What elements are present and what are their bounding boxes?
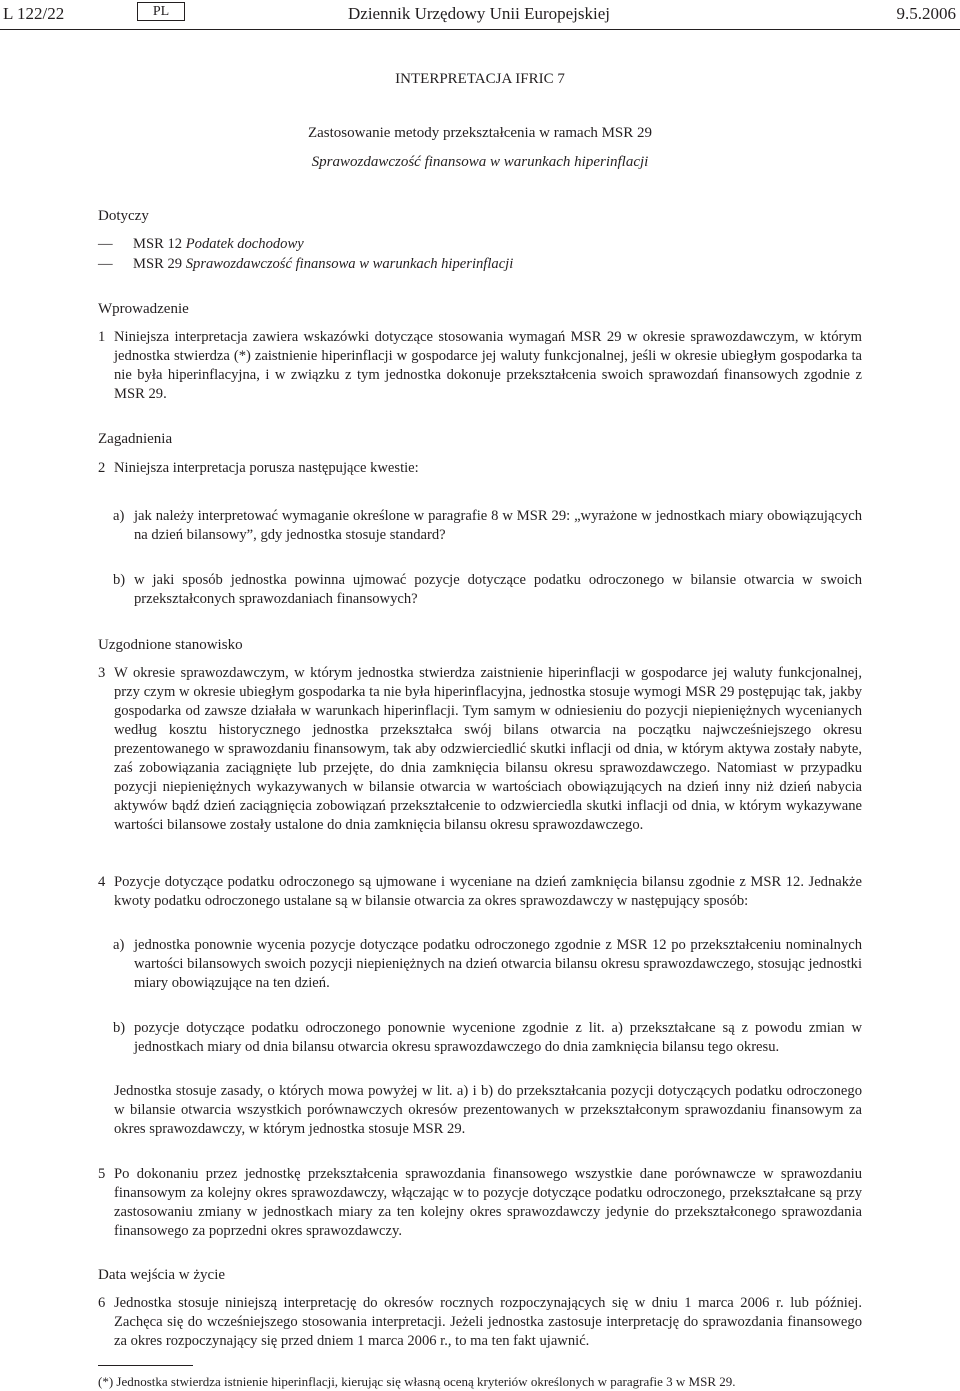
paragraph-text: Pozycje dotyczące podatku odroczonego są ujmowane i wyceniane na dzień zamknięcia bilansu zgodnie z MSR 12. Jednakże kwoty podatku odroczonego ustalane są w bilansie otwarcia za okres sprawozdawczy w następujący sposób:: [114, 874, 862, 909]
paragraph-4: [98, 873, 862, 911]
issue-item-a: [98, 507, 862, 545]
paragraph-text: Jednostka stosuje niniejszą interpretację do okresów rocznych rozpoczynających się w dniu 1 marca 2006 r. lub później. Zachęca się do wcześniejszego stosowania interpretacji. Jeżeli jednostka zastosuje interpretację do sprawozdania finansowego za okres rozpoczynający się przed dniem 1 marca 2006 r., to ma ten fakt ujawnić.: [114, 1295, 862, 1349]
paragraph-text: Niniejsza interpretacja zawiera wskazówki dotyczące stosowania wymagań MSR 29 w okresie sprawozdawczym, w którym jednostka stwierdza (*) zaistnienie hiperinflacji w gospodarce jej waluty funkcjonalnej, jeśli w okresie ubiegłym gospodarka ta nie była hiperinflacyjna, i w związku z tym jednostka dokonuje przekształcenia swoich sprawozdań finansowych zgodnie z MSR 29.: [114, 329, 862, 402]
paragraph-number: 5: [98, 1166, 106, 1182]
paragraph-6: [98, 1294, 862, 1351]
document-title: INTERPRETACJA IFRIC 7: [395, 71, 565, 87]
paragraph-text: Po dokonaniu przez jednostkę przekształcenia sprawozdania finansowego wszystkie dane porównawcze w sprawozdaniu finansowym za kolejny okres sprawozdawczy, włączając w to pozycje dotyczące podatku odroczonego, przekształcane są przy zastosowaniu zmiany w jednostkach miary za ten kolejny okres sprawozdawczy jedynie do przekształconego sprawozdania finansowego za poprzedni okres sprawozdawczy.: [114, 1166, 862, 1239]
journal-title: Dziennik Urzędowy Unii Europejskiej: [348, 4, 611, 23]
ref-code: MSR 29: [133, 256, 183, 272]
deferred-tax-item-b: [98, 1019, 862, 1057]
document-subtitle: Zastosowanie metody przekształcenia w ramach MSR 29: [307, 125, 653, 141]
paragraph-number: 2: [98, 460, 106, 476]
document-subtitle-italic: Sprawozdawczość finansowa w warunkach hiperinflacji: [311, 154, 649, 170]
paragraph-number: 4: [98, 874, 106, 890]
paragraph-number: 3: [98, 665, 106, 681]
ref-item: [98, 255, 513, 274]
paragraph-5: [98, 1165, 862, 1241]
paragraph-4-continuation: Jednostka stosuje zasady, o których mowa powyżej w lit. a) i b) do przekształcania pozycji dotyczących podatku odroczonego w bilansie otwarcia wszystkich porównawczych okresów prezentowanych w przekształconym sprawozdaniu finansowym za okres sprawozdawczy, w którym jednostka stosuje MSR 29.: [114, 1083, 862, 1137]
item-text: w jaki sposób jednostka powinna ujmować pozycje dotyczące podatku odroczonego w bilansie otwarcia w swoich przekształconych sprawozdaniach finansowych?: [134, 572, 862, 607]
deferred-tax-item-a: [98, 936, 862, 993]
ref-code: MSR 12: [133, 236, 183, 252]
section-heading-intro: Wprowadzenie: [98, 301, 189, 317]
section-heading-consensus: Uzgodnione stanowisko: [98, 637, 243, 653]
section-heading-issues: Zagadnienia: [98, 431, 173, 447]
item-text: jak należy interpretować wymaganie określone w paragrafie 8 w MSR 29: „wyrażone w jednostkach miary obowiązujących na dzień bilansowy”, gdy jednostka stosuje standard?: [134, 508, 862, 543]
section-heading-refs: Dotyczy: [98, 208, 149, 224]
ref-name: Sprawozdawczość finansowa w warunkach hiperinflacji: [185, 256, 514, 272]
footnote-rule: [98, 1365, 193, 1366]
paragraph-number: 6: [98, 1295, 106, 1311]
paragraph-text: Niniejsza interpretacja porusza następujące kwestie:: [114, 460, 419, 476]
ref-item: [98, 235, 304, 254]
item-label: a): [113, 937, 125, 953]
header-rule: [0, 29, 960, 30]
item-label: b): [113, 572, 126, 588]
item-text: pozycje dotyczące podatku odroczonego ponownie wycenione zgodnie z lit. a) przekształcane są z powodu zmian w jednostkach miary od dnia bilansu otwarcia okresu sprawozdawczego do dnia zamknięcia bilansu tego okresu.: [134, 1020, 862, 1055]
paragraph-1: [98, 328, 862, 404]
section-heading-effective: Data wejścia w życie: [98, 1267, 226, 1283]
item-label: b): [113, 1020, 126, 1036]
page-header: [0, 0, 960, 30]
issue-date: 9.5.2006: [896, 4, 956, 23]
item-label: a): [113, 508, 125, 524]
ref-dash: —: [98, 256, 113, 272]
paragraph-2: [98, 459, 862, 478]
paragraph-text: W okresie sprawozdawczym, w którym jednostka stwierdza zaistnienie hiperinflacji w gospodarce jej waluty funkcjonalnej, przy czym w okresie ubiegłym gospodarka ta nie była hiperinflacyjna, jednostka stosuje wymogi MSR 29 postępując tak, jakby gospodarka od zawsze działała w warunkach hiperinflacji. Tym samym w odniesieniu do pozycji niepieniężnych wycenianych według kosztu historycznego jednostka przekształca swój bilans otwarcia na początku najwcześniejszego okresu prezentowanego w sprawozdaniu finansowym, tak aby odzwierciedlić skutki inflacji od dnia, w którym aktywa zostały nabyte, zaś zobowiązania zaciągnięte lub przejęte, do dnia zamknięcia bilansu okresu sprawozdawczego. Natomiast w przypadku pozycji niepieniężnych wykazywanych w bilansie otwarcia w wartościach obowiązujących na dzień inny niż dzień nabycia aktywów bądź dzień zaciągnięcia zobowiązań przekształcenie to odzwierciedla skutki inflacji od dnia, w którym wykazywane wartości bilansowe zostały ustalone do dnia zamknięcia bilansu okresu sprawozdawczego.: [114, 665, 862, 833]
paragraph-number: 1: [98, 329, 106, 345]
issue-item-b: [98, 571, 862, 609]
ref-dash: —: [98, 236, 113, 252]
item-text: jednostka ponownie wycenia pozycje dotyczące podatku odroczonego zgodnie z MSR 12 po przekształceniu nominalnych wartości bilansowych swoich pozycji niepieniężnych na dzień otwarcia bilansu okresu sprawozdawczego, stosując jednostki miary obowiązujące na ten dzień.: [134, 937, 862, 991]
paragraph-3: [98, 664, 862, 835]
language-badge: PL: [137, 2, 185, 21]
page-number: L 122/22: [3, 4, 65, 23]
ref-name: Podatek dochodowy: [185, 236, 304, 252]
footnote: (*) Jednostka stwierdza istnienie hiperinflacji, kierując się własną oceną kryteriów określonych w paragrafie 3 w MSR 29.: [98, 1374, 736, 1389]
